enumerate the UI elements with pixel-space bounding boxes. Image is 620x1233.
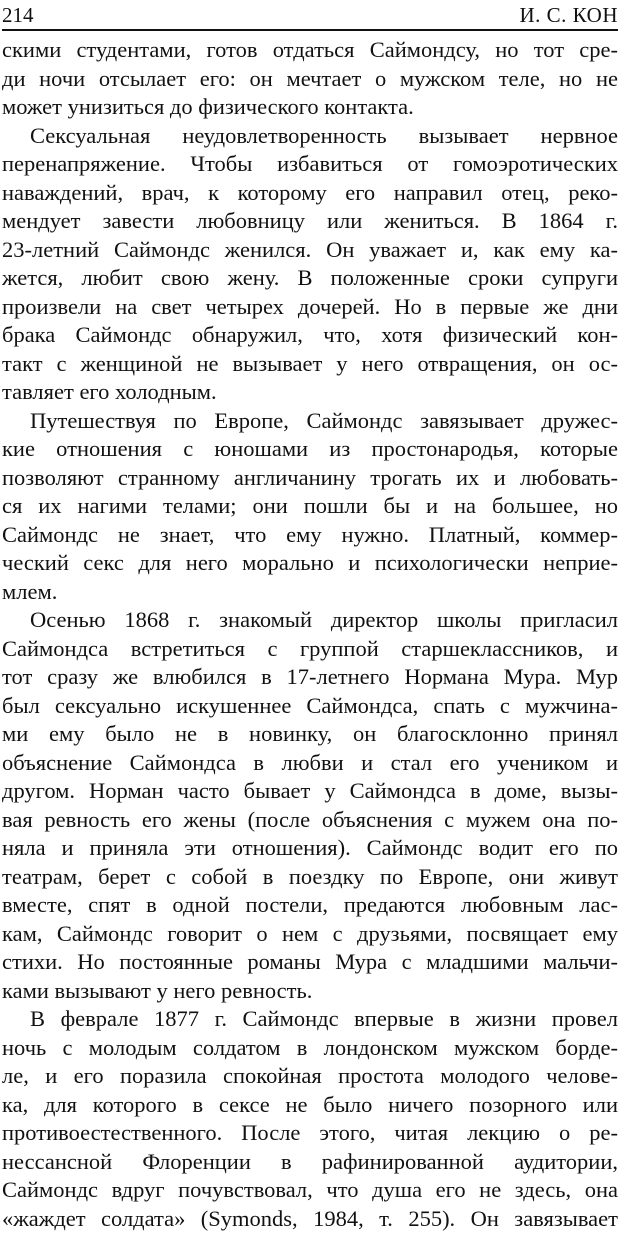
page-header <box>2 0 618 30</box>
text-line: тот сразу же влюбился в 17-летнего Нормана Мура. Мур <box>2 663 618 692</box>
text-line: кие отношения с юношами из простонародья, которые <box>2 435 618 464</box>
text-line: Путешествуя по Европе, Саймондс завязывает дружес- <box>2 407 618 436</box>
text-line: ка, для которого в сексе не было ничего позорного или <box>2 1091 618 1120</box>
text-line: нессансной Флоренции в рафинированной аудитории, <box>2 1148 618 1177</box>
text-line: млем. <box>2 578 618 607</box>
text-line: ле, и его поразила спокойная простота молодого челове- <box>2 1062 618 1091</box>
text-line: брака Саймондс обнаружил, что, хотя физический кон- <box>2 321 618 350</box>
text-line: кам, Саймондс говорит о нем с друзьями, посвящает ему <box>2 920 618 949</box>
text-line: 23-летний Саймондс женился. Он уважает и, как ему ка- <box>2 236 618 265</box>
text-line: стихи. Но постоянные романы Мура с младшими мальчи- <box>2 948 618 977</box>
text-line: Сексуальная неудовлетворенность вызывает нервное <box>2 122 618 151</box>
text-line: няла и приняла эти отношения). Саймондс водит его по <box>2 834 618 863</box>
text-line: был сексуально искушеннее Саймондса, спать с мужчина- <box>2 692 618 721</box>
text-line: ками вызывают у него ревность. <box>2 977 618 1006</box>
text-line: В феврале 1877 г. Саймондс впервые в жизни провел <box>2 1005 618 1034</box>
text-line: ми ему было не в новинку, он благосклонно принял <box>2 720 618 749</box>
text-line: тавляет его холодным. <box>2 378 618 407</box>
text-line: ся их нагими телами; они пошли бы и на большее, но <box>2 492 618 521</box>
text-line: перенапряжение. Чтобы избавиться от гомоэротических <box>2 150 618 179</box>
page-number: 214 <box>2 3 34 27</box>
text-line: такт с женщиной не вызывает у него отвращения, он ос- <box>2 350 618 379</box>
text-line: ночь с молодым солдатом в лондонском мужском борде- <box>2 1034 618 1063</box>
text-line: скими студентами, готов отдаться Саймондсу, но тот сре- <box>2 36 618 65</box>
text-line: ческий секс для него морально и психологически неприе- <box>2 549 618 578</box>
text-line: театрам, берет с собой в поездку по Европе, они живут <box>2 863 618 892</box>
body-text <box>2 36 618 1233</box>
text-line: объяснение Саймондса в любви и стал его учеником и <box>2 749 618 778</box>
running-head: И. С. КОН <box>520 3 619 27</box>
header-rule <box>2 29 618 31</box>
text-line: ди ночи отсылает его: он мечтает о мужском теле, но не <box>2 65 618 94</box>
text-line: мендует завести любовницу или жениться. В 1864 г. <box>2 207 618 236</box>
text-line: Саймондс вдруг почувствовал, что душа его не здесь, она <box>2 1176 618 1205</box>
text-line: может унизиться до физического контакта. <box>2 93 618 122</box>
text-line: противоестественного. После этого, читая лекцию о ре- <box>2 1119 618 1148</box>
text-line: жется, любит свою жену. В положенные сроки супруги <box>2 264 618 293</box>
text-line: вместе, спят в одной постели, предаются любовным лас- <box>2 891 618 920</box>
text-line: наваждений, врач, к которому его направил отец, реко- <box>2 179 618 208</box>
text-line: другом. Норман часто бывает у Саймондса в доме, вызы- <box>2 777 618 806</box>
text-line: Осенью 1868 г. знакомый директор школы пригласил <box>2 606 618 635</box>
text-line: Саймондса встретиться с группой старшеклассников, и <box>2 635 618 664</box>
text-line: вая ревность его жены (после объяснения с мужем она по- <box>2 806 618 835</box>
text-line: произвели на свет четырех дочерей. Но в первые же дни <box>2 293 618 322</box>
text-line: Саймондс не знает, что ему нужно. Платный, коммер- <box>2 521 618 550</box>
text-line: позволяют странному англичанину трогать их и любовать- <box>2 464 618 493</box>
text-line: «жаждет солдата» (Symonds, 1984, т. 255). Он завязывает <box>2 1205 618 1233</box>
